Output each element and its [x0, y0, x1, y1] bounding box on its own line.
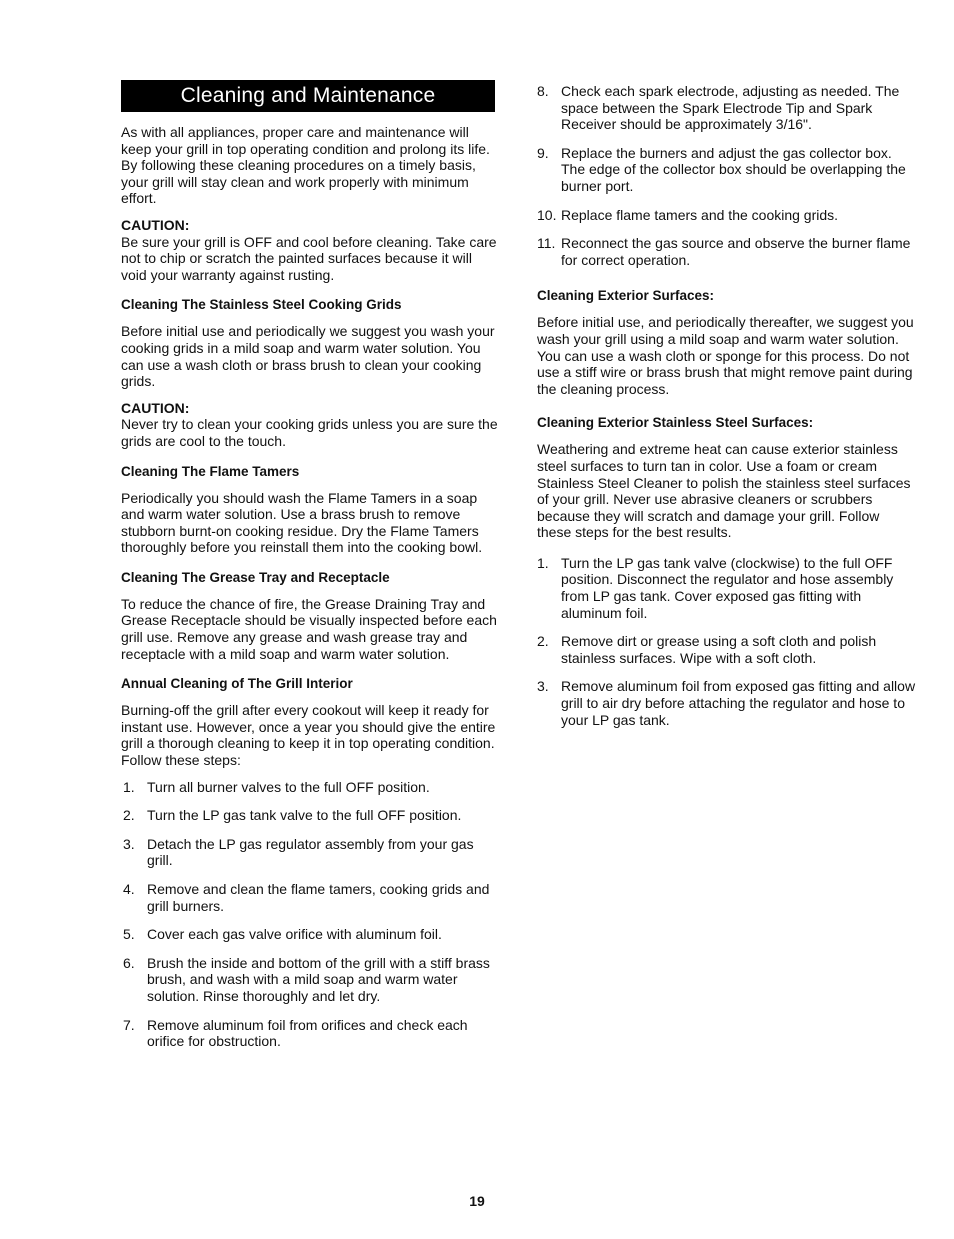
step-number: 2. [537, 633, 549, 650]
annual-steps-list-right [537, 83, 917, 268]
grease-text: To reduce the chance of fire, the Grease Draining Tray and Grease Receptacle should be visually inspected before each grill use. Remove any grease and wash grease tray and receptacle with a mild soap and warm water solution. [121, 595, 497, 662]
stainless-heading: Cleaning Exterior Stainless Steel Surfaces: [537, 415, 814, 431]
exterior-text: Before initial use, and periodically thereafter, we suggest you wash your grill using a mild soap and warm water solution. You can use a wash cloth or sponge for this process. Do not use a stiff wire or brass brush that might remove paint during the cleaning process. [537, 314, 914, 397]
step-text: Turn the LP gas tank valve to the full OFF position. [147, 807, 462, 824]
step-text: Turn the LP gas tank valve (clockwise) to the full OFF position. Disconnect the regulator and hose assembly from LP gas tank. Cover exposed gas fitting with aluminum foil. [561, 554, 894, 621]
annual-text: Burning-off the grill after every cookout will keep it ready for instant use. However, once a year you should give the entire grill a thorough cleaning to keep it in top operating condition. Follow these steps: [121, 702, 496, 769]
step-number: 6. [123, 954, 135, 971]
grease-heading: Cleaning The Grease Tray and Receptacle [121, 569, 390, 585]
list-item [121, 779, 499, 796]
list-item [537, 145, 917, 195]
step-text: Reconnect the gas source and observe the burner flame for correct operation. [561, 235, 911, 268]
left-column [121, 80, 499, 1062]
list-item [121, 1017, 499, 1050]
stainless-steps-list [537, 555, 917, 728]
step-text: Remove aluminum foil from orifices and check each orifice for obstruction. [147, 1016, 468, 1050]
step-number: 11. [537, 235, 556, 252]
step-number: 8. [537, 83, 549, 99]
exterior-heading: Cleaning Exterior Surfaces: [537, 288, 715, 304]
step-number: 3. [537, 678, 549, 695]
list-item [121, 926, 499, 943]
right-column [537, 83, 917, 740]
list-item [121, 881, 499, 914]
step-text: Remove aluminum foil from exposed gas fitting and allow grill to air dry before attaching the regulator and hose to your LP gas tank. [561, 678, 916, 728]
step-text: Detach the LP gas regulator assembly from your gas grill. [147, 835, 474, 869]
list-item [537, 555, 917, 621]
step-number: 3. [123, 835, 135, 852]
step-text: Remove dirt or grease using a soft cloth and polish stainless surfaces. Wipe with a soft cloth. [561, 633, 877, 666]
caution-label-2: CAUTION: [121, 399, 190, 416]
page-number: 19 [469, 1193, 485, 1209]
list-item [537, 633, 917, 666]
step-text: Cover each gas valve orifice with aluminum foil. [147, 926, 442, 943]
tamers-heading: Cleaning The Flame Tamers [121, 463, 300, 479]
list-item [537, 207, 917, 224]
list-item [121, 807, 499, 824]
stainless-text: Weathering and extreme heat can cause exterior stainless steel surfaces to turn tan in color. Use a foam or cream Stainless Steel Cleaner to polish the stainless steel surfaces of your grill. Never use abrasive cleaners or scrubbers because they will scratch and damage your grill. Follow these steps for the best results. [537, 441, 911, 541]
section-banner: Cleaning and Maintenance [121, 80, 495, 112]
caution-text-1: Be sure your grill is OFF and cool before cleaning. Take care not to chip or scratch the painted surfaces because it will void your warranty against rusting. [121, 233, 497, 283]
step-number: 5. [123, 926, 135, 943]
grids-heading: Cleaning The Stainless Steel Cooking Grids [121, 297, 402, 313]
intro-paragraph: As with all appliances, proper care and maintenance will keep your grill in top operating condition and prolong its life. By following these cleaning procedures on a timely basis, your grill will stay clean and work properly with minimum effort. [121, 124, 490, 207]
step-text: Replace the burners and adjust the gas collector box. The edge of the collector box should be overlapping the burner port. [561, 144, 906, 194]
list-item [121, 955, 499, 1005]
step-text: Turn all burner valves to the full OFF position. [147, 778, 430, 795]
step-number: 1. [123, 778, 135, 795]
caution-text-2: Never try to clean your cooking grids unless you are sure the grids are cool to the touch. [121, 416, 498, 449]
step-number: 10. [537, 206, 557, 223]
list-item [537, 83, 917, 133]
step-number: 7. [123, 1016, 135, 1033]
annual-steps-list-left [121, 779, 499, 1050]
step-text: Remove and clean the flame tamers, cooking grids and grill burners. [147, 881, 490, 914]
list-item [537, 678, 917, 728]
list-item [537, 235, 917, 268]
grids-text: Before initial use and periodically we suggest you wash your cooking grids in a mild soap and warm water solution. You can use a wash cloth or brass brush to clean your cooking grids. [121, 323, 495, 390]
step-text: Replace flame tamers and the cooking grids. [561, 206, 839, 223]
step-number: 1. [537, 554, 549, 571]
annual-heading: Annual Cleaning of The Grill Interior [121, 676, 353, 692]
step-text: Check each spark electrode, adjusting as needed. The space between the Spark Electrode Tip and Spark Receiver should be approximately 3/16". [561, 83, 900, 133]
list-item [121, 836, 499, 869]
step-number: 4. [123, 881, 135, 897]
caution-label-1: CAUTION: [121, 216, 190, 233]
step-text: Brush the inside and bottom of the grill with a stiff brass brush, and wash with a mild soap and warm water solution. Rinse thoroughly and let dry. [147, 954, 490, 1004]
step-number: 9. [537, 144, 549, 161]
step-number: 2. [123, 807, 135, 824]
tamers-text: Periodically you should wash the Flame Tamers in a soap and warm water solution. Use a brass brush to remove stubborn burnt-on cooking residue. Dry the Flame Tamers thoroughly before you reinstall them into the cooking bowl. [121, 489, 483, 556]
